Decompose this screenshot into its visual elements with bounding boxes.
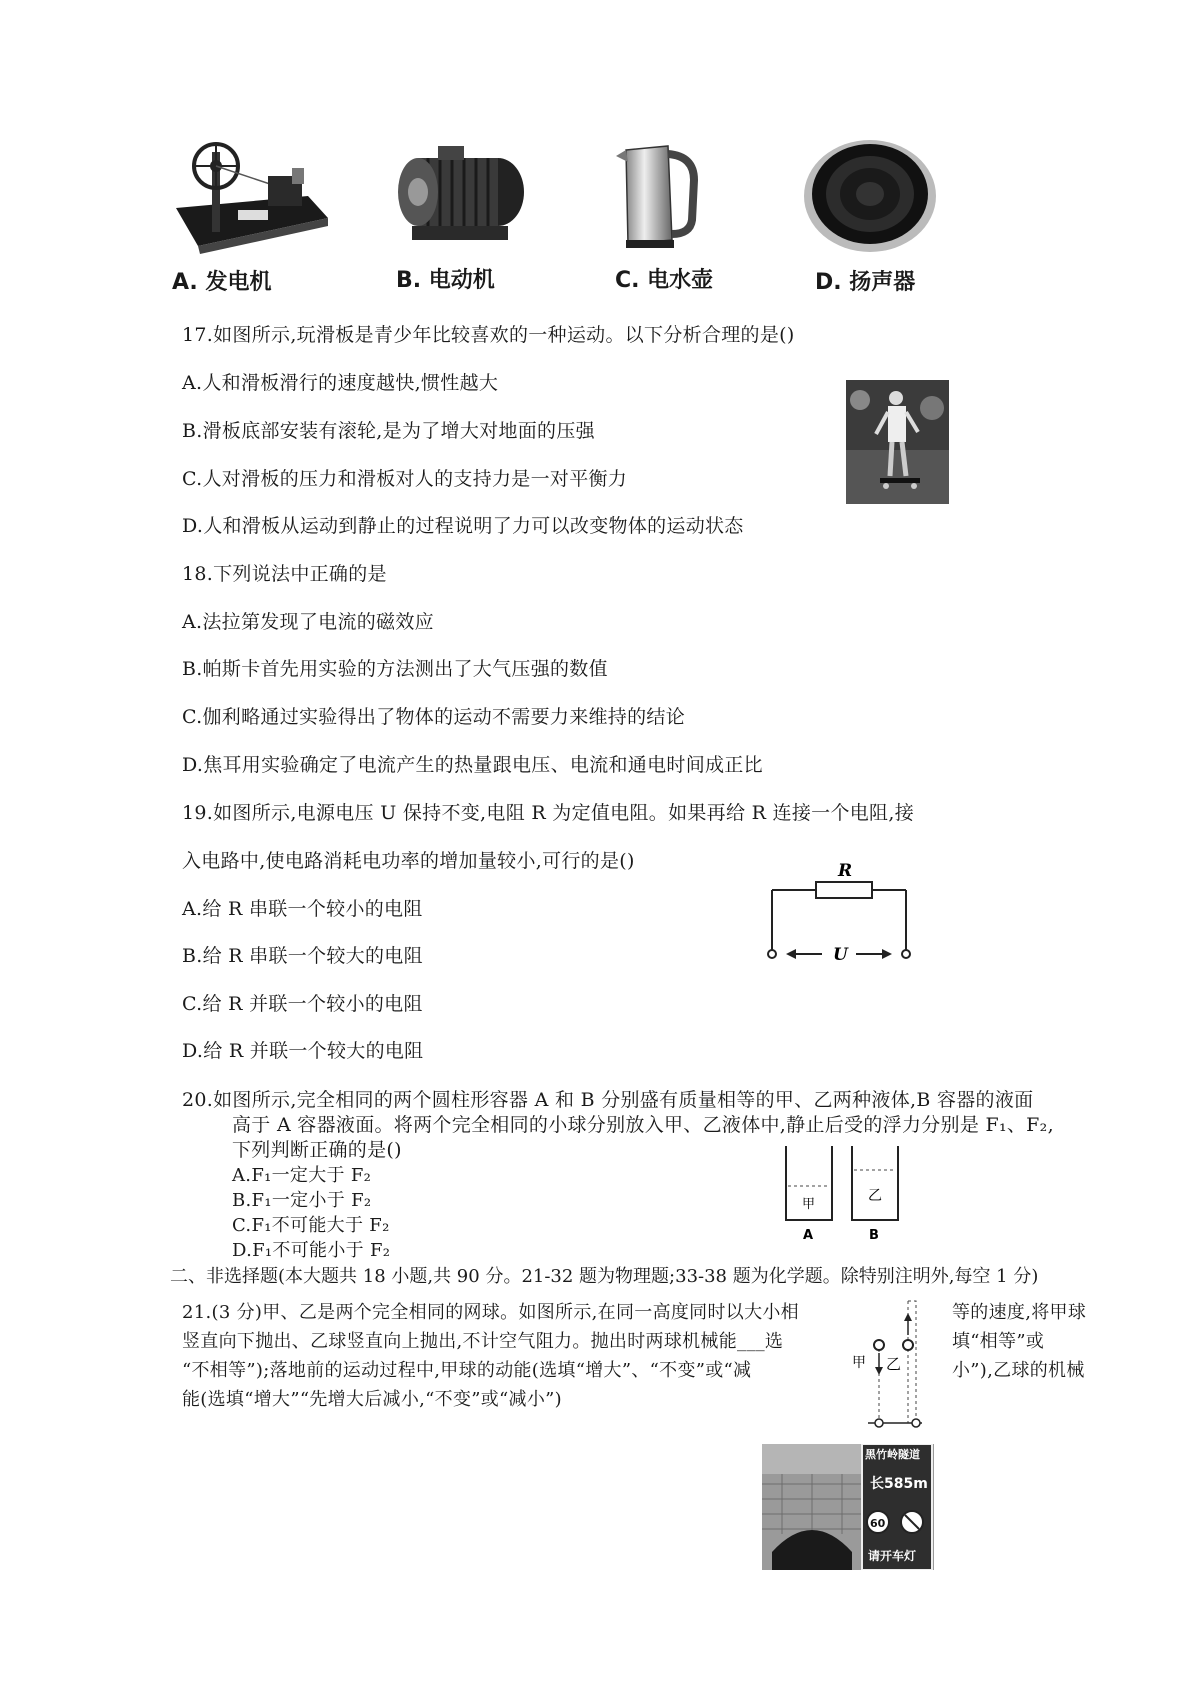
electric-motor-image [388, 140, 533, 250]
q16-option-a-caption: A. 发电机 [172, 270, 272, 295]
q19-option-b: B.给 R 串联一个较大的电阻 [182, 945, 423, 967]
electric-kettle-image [612, 140, 702, 250]
q18-option-b: B.帕斯卡首先用实验的方法测出了大气压强的数值 [182, 658, 608, 680]
tunnel-sign-light: 请开车灯 [868, 1549, 917, 1563]
q18-option-a: A.法拉第发现了电流的磁效应 [182, 611, 434, 633]
q16-option-c-caption: C. 电水壶 [615, 268, 714, 293]
ball-yi-label: 乙 [886, 1355, 902, 1373]
section-2-heading: 二、非选择题(本大题共 18 小题,共 90 分。21-32 题为物理题;33-38 题为化学题。除特别注明外,每空 1 分) [170, 1266, 1039, 1287]
ball-yi [903, 1340, 913, 1350]
container-a-label: A [803, 1228, 814, 1243]
q20-stem-line1: 20.如图所示,完全相同的两个圆柱形容器 A 和 B 分别盛有质量相等的甲、乙两种液体,B 容器的液面 [182, 1089, 1034, 1111]
q19-option-a: A.给 R 串联一个较小的电阻 [182, 898, 423, 920]
q21-line4: 能(选填“增大”“先增大后减小,“不变”或“减小”) [182, 1389, 562, 1410]
q21-line1: 21.(3 分)甲、乙是两个完全相同的网球。如图所示,在同一高度同时以大小相 [182, 1302, 799, 1323]
ball-jia-label: 甲 [852, 1355, 866, 1371]
q17-option-b: B.滑板底部安装有滚轮,是为了增大对地面的压强 [182, 420, 595, 442]
q16-option-d-caption: D. 扬声器 [815, 270, 916, 295]
q20-stem-line3: 下列判断正确的是() [232, 1139, 402, 1161]
q20-stem-line2: 高于 A 容器液面。将两个完全相同的小球分别放入甲、乙液体中,静止后受的浮力分别是 F₁、F₂, [232, 1114, 1054, 1136]
speaker-image [792, 140, 937, 255]
tennis-balls-diagram [846, 1295, 936, 1435]
q21-line3-right: 小”),乙球的机械 [952, 1360, 1085, 1381]
generator-icon [168, 138, 333, 258]
q21-line3: “不相等”);落地前的运动过程中,甲球的动能(选填“增大”、“不变”或“减 [182, 1360, 752, 1381]
q20-option-d: D.F₁不可能小于 F₂ [232, 1240, 391, 1261]
electric-motor-icon [388, 140, 533, 250]
q20-option-a: A.F₁一定大于 F₂ [232, 1165, 372, 1186]
q17-option-a: A.人和滑板滑行的速度越快,惯性越大 [182, 372, 499, 394]
q19-option-c: C.给 R 并联一个较小的电阻 [182, 993, 423, 1015]
q17-option-c: C.人对滑板的压力和滑板对人的支持力是一对平衡力 [182, 468, 628, 490]
ball-jia [874, 1340, 884, 1350]
circuit-diagram [760, 858, 920, 968]
container-b-label: B [869, 1228, 879, 1243]
voltage-u-label: U [833, 945, 848, 965]
q21-line2-right: 填“相等”或 [952, 1331, 1045, 1352]
containers-diagram [776, 1140, 906, 1245]
q20-option-b: B.F₁一定小于 F₂ [232, 1190, 372, 1211]
q19-stem-line2: 入电路中,使电路消耗电功率的增加量较小,可行的是() [182, 850, 635, 872]
q18-option-d: D.焦耳用实验确定了电流产生的热量跟电压、电流和通电时间成正比 [182, 754, 763, 776]
q18-option-c: C.伽利略通过实验得出了物体的运动不需要力来维持的结论 [182, 706, 686, 728]
q20-option-c: C.F₁不可能大于 F₂ [232, 1215, 390, 1236]
q21-line1-right: 等的速度,将甲球 [952, 1302, 1087, 1323]
tunnel-sign-speed: 60 [870, 1517, 886, 1530]
q19-option-d: D.给 R 并联一个较大的电阻 [182, 1040, 424, 1062]
q18-stem: 18.下列说法中正确的是 [182, 563, 387, 585]
q17-stem: 17.如图所示,玩滑板是青少年比较喜欢的一种运动。以下分析合理的是() [182, 324, 795, 346]
generator-image [168, 138, 333, 258]
q19-stem-line1: 19.如图所示,电源电压 U 保持不变,电阻 R 为定值电阻。如果再给 R 连接一个电阻,接 [182, 802, 914, 824]
liquid-yi-label: 乙 [868, 1188, 882, 1204]
resistor-r [816, 882, 872, 898]
q17-option-d: D.人和滑板从运动到静止的过程说明了力可以改变物体的运动状态 [182, 515, 744, 537]
speaker-icon [792, 140, 937, 255]
q21-line2: 竖直向下抛出、乙球竖直向上抛出,不计空气阻力。抛出时两球机械能___选 [182, 1331, 784, 1352]
skateboard-photo [846, 380, 949, 504]
tunnel-sign-length: 长585m [870, 1476, 928, 1492]
tunnel-photo [762, 1444, 934, 1570]
electric-kettle-icon [612, 140, 702, 250]
tunnel-sign-name: 黑竹岭隧道 [865, 1448, 920, 1461]
liquid-jia-label: 甲 [802, 1197, 816, 1212]
resistor-r-label: R [838, 861, 853, 881]
q16-option-b-caption: B. 电动机 [396, 268, 495, 293]
